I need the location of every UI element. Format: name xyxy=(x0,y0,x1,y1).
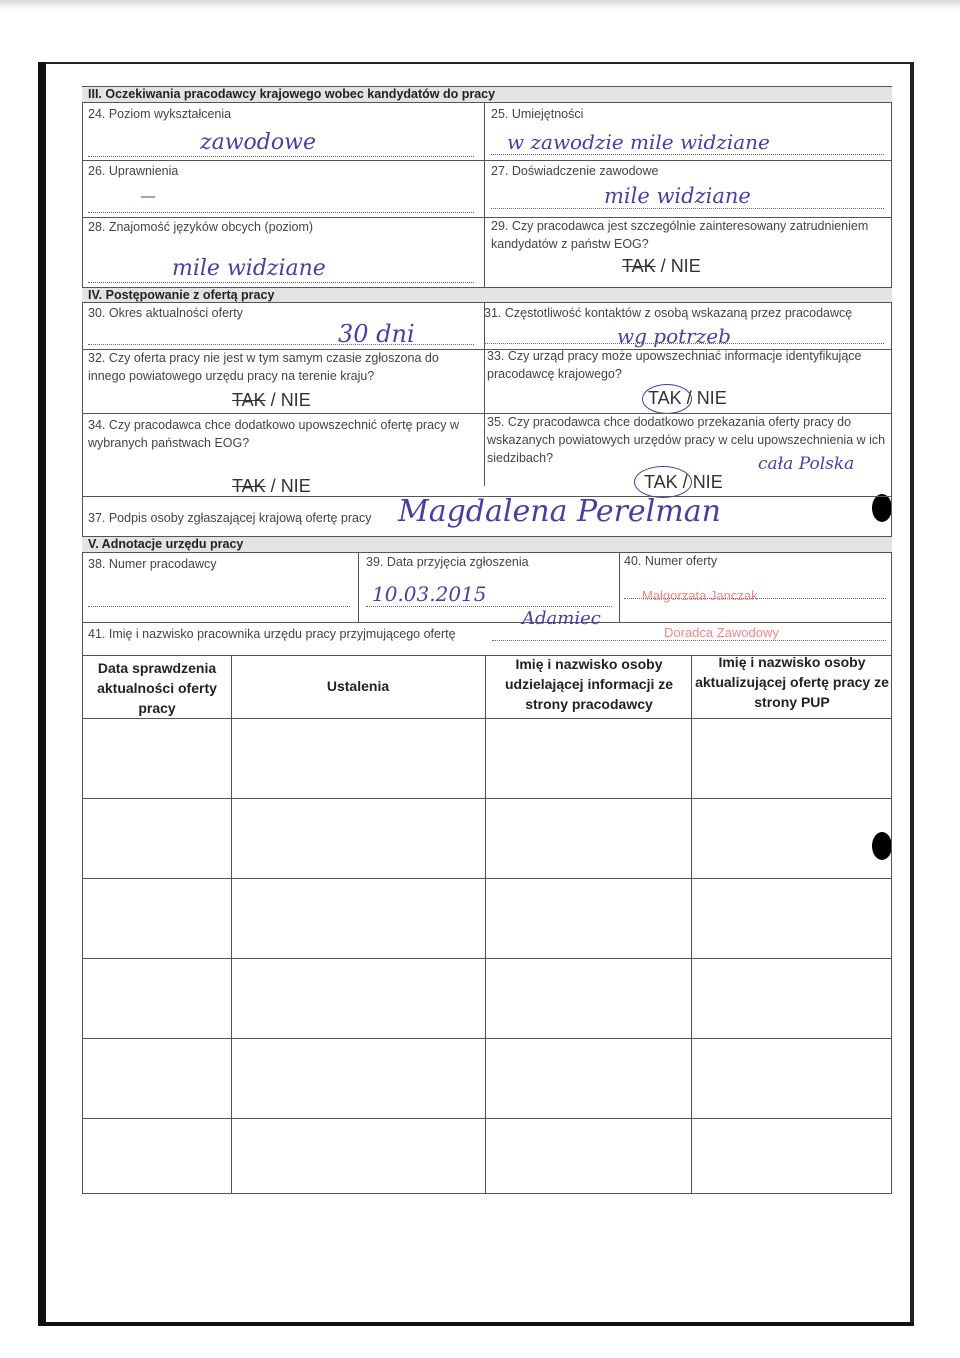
field-32-nie: NIE xyxy=(280,390,311,410)
field-35-note: cała Polska xyxy=(758,454,855,474)
table-header-findings: Ustalenia xyxy=(326,678,390,694)
field-34-answer: TAK / NIE xyxy=(232,476,311,496)
page-edge-bottom xyxy=(38,1322,914,1326)
field-34-tak: TAK xyxy=(232,476,266,496)
section-3-header: III. Oczekiwania pracodawcy krajowego wobec kandydatów do pracy xyxy=(82,87,892,102)
field-39-label: 39. Data przyjęcia zgłoszenia xyxy=(366,555,529,569)
scan-top-shade xyxy=(0,0,960,10)
field-30-value: 30 dni xyxy=(338,320,415,348)
field-33-nie: NIE xyxy=(696,388,727,408)
field-27-value: mile widziane xyxy=(604,184,751,208)
field-37-label: 37. Podpis osoby zgłaszającej krajową ofertę pracy xyxy=(88,511,372,525)
field-37-signature: Magdalena Perelman xyxy=(398,494,721,529)
section-5-header: V. Adnotacje urzędu pracy xyxy=(82,537,892,552)
field-29-tak: TAK xyxy=(622,256,656,276)
field-32-answer: TAK / NIE xyxy=(232,390,311,410)
field-34-nie: NIE xyxy=(280,476,311,496)
field-24-value: zawodowe xyxy=(200,130,316,155)
field-27-label: 27. Doświadczenie zawodowe xyxy=(491,164,659,178)
field-33-answer: TAK / NIE xyxy=(648,388,727,408)
field-41-signature: Adamiec xyxy=(522,608,601,629)
field-33-tak: TAK xyxy=(648,388,682,408)
field-41-stamp-name: Małgorzata Janczak xyxy=(642,588,758,603)
field-28-value: mile widziane xyxy=(172,256,326,281)
field-39-value: 10.03.2015 xyxy=(372,582,487,606)
field-26-value: — xyxy=(140,186,156,205)
field-38-label: 38. Numer pracodawcy xyxy=(88,557,217,571)
field-29-answer: TAK / NIE xyxy=(622,256,701,276)
field-24-label: 24. Poziom wykształcenia xyxy=(88,107,232,121)
table-header-date: Data sprawdzenia aktualności oferty pracy xyxy=(97,660,217,716)
field-31-value: wg potrzeb xyxy=(617,324,731,348)
field-29-label: 29. Czy pracodawca jest szczególnie zainteresowany zatrudnieniem kandydatów z państw EOG? xyxy=(491,219,869,251)
table-header-pup-updater: Imię i nazwisko osoby aktualizującej ofertę pracy ze strony PUP xyxy=(695,654,889,710)
field-25-label: 25. Umiejętności xyxy=(491,107,584,121)
field-25-value: w zawodzie mile widziane xyxy=(507,130,770,154)
field-32-tak: TAK xyxy=(232,390,266,410)
field-33-tak-circle xyxy=(642,384,692,414)
field-40-label: 40. Numer oferty xyxy=(624,554,718,568)
field-35-tak: TAK xyxy=(644,472,678,492)
field-31-label: 31. Częstotliwość kontaktów z osobą wskazaną przez pracodawcę xyxy=(484,306,853,320)
section-4-header: IV. Postępowanie z ofertą pracy xyxy=(82,288,892,303)
field-41-label: 41. Imię i nazwisko pracownika urzędu pracy przyjmującego ofertę xyxy=(88,627,456,641)
field-34-label: 34. Czy pracodawca chce dodatkowo upowszechnić ofertę pracy w wybranych państwach EOG? xyxy=(88,418,460,450)
field-41-stamp-role: Doradca Zawodowy xyxy=(664,625,779,640)
field-29-nie: NIE xyxy=(670,256,701,276)
page-edge-right xyxy=(910,62,914,1324)
field-35-label: 35. Czy pracodawca chce dodatkowo przekazania oferty pracy do wskazanych powiatowych urzędów pracy w celu upowszechnienia w ich siedzibach? xyxy=(487,415,886,465)
page-edge-left xyxy=(38,62,46,1324)
field-28-label: 28. Znajomość języków obcych (poziom) xyxy=(88,220,314,234)
page-edge-top xyxy=(38,62,914,64)
table-header-employer-contact: Imię i nazwisko osoby udzielającej informacji ze strony pracodawcy xyxy=(504,656,674,712)
field-30-label: 30. Okres aktualności oferty xyxy=(88,306,243,320)
field-26-label: 26. Uprawnienia xyxy=(88,164,179,178)
field-35-nie: NIE xyxy=(692,472,723,492)
field-35-answer: TAK / NIE xyxy=(644,472,723,492)
field-33-label: 33. Czy urząd pracy może upowszechniać informacje identyfikujące pracodawcę krajowego? xyxy=(487,349,862,381)
form xyxy=(82,86,892,1194)
field-32-label: 32. Czy oferta pracy nie jest w tym samym czasie zgłoszona do innego powiatowego urzędu pracy na terenie kraju? xyxy=(88,351,439,383)
